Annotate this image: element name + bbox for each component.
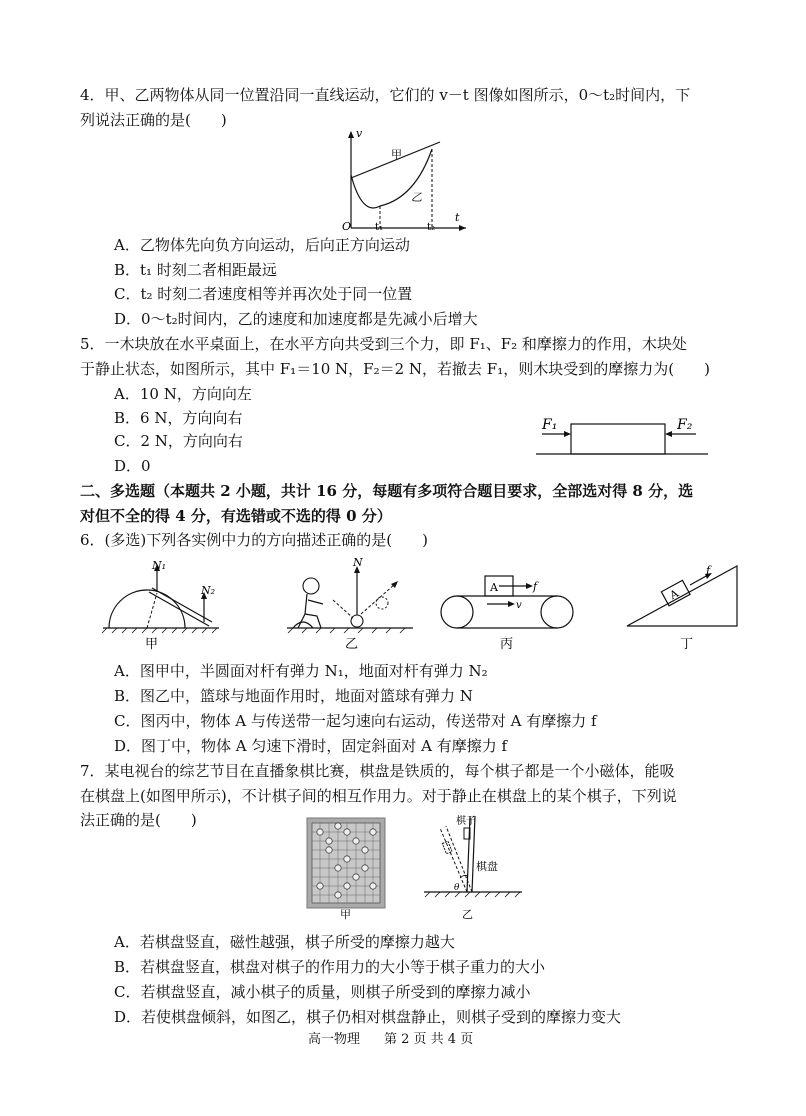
q4-label-jia: 甲: [391, 148, 402, 161]
footer-page-number: 第 2 页 共 4 页: [384, 1032, 474, 1047]
q7-caption-jia: 甲: [340, 908, 351, 921]
q5-label-f2: F₂: [677, 417, 693, 433]
q6-figures: [95, 556, 755, 658]
q7-label-qipan: 棋盘: [476, 860, 498, 873]
q6-figure-yi: [287, 556, 413, 652]
q6-caption-ding: 丁: [680, 637, 694, 652]
q4-axis-v: v: [356, 127, 363, 140]
q5-option-d: D．0: [114, 457, 151, 475]
q6-caption-yi: 乙: [345, 637, 359, 652]
q6-label-n: N: [353, 556, 363, 569]
q6-figure-jia: [102, 559, 219, 652]
section2-heading-line2: 对但不全的得 4 分，有选错或不选的得 0 分）: [80, 507, 392, 525]
q7-option-b: B．若棋盘竖直，棋盘对棋子的作用力的大小等于棋子重力的大小: [114, 958, 546, 976]
q6-option-d: D．图丁中，物体 A 匀速下滑时，固定斜面对 A 有摩擦力 f: [114, 737, 508, 755]
q5-stem-line1: 5．一木块放在水平桌面上，在水平方向共受到三个力，即 F₁、F₂ 和摩擦力的作用，木块处: [80, 335, 687, 353]
q4-stem-line2: 列说法正确的是( ): [80, 111, 227, 129]
q7-figure-jia-chessboard: [307, 818, 385, 921]
q4-vt-graph: [330, 128, 470, 236]
q6-label-a-ding: A: [667, 586, 681, 603]
q7-stem-line3: 法正确的是( ): [80, 811, 197, 829]
q7-caption-yi: 乙: [462, 908, 473, 921]
q5-label-f1: F₁: [542, 417, 558, 433]
q4-stem-line1: 4．甲、乙两物体从同一位置沿同一直线运动，它们的 v－t 图像如图所示，0～t₂时间内，下: [80, 86, 691, 104]
q4-option-d: D．0～t₂时间内，乙的速度和加速度都是先减小后增大: [114, 310, 478, 328]
q6-label-f-ding: f: [706, 564, 711, 577]
q7-option-a: A．若棋盘竖直，磁性越强，棋子所受的摩擦力越大: [114, 933, 455, 951]
q5-option-b: B．6 N，方向向右: [114, 409, 243, 427]
q5-stem-line2: 于静止状态，如图所示，其中 F₁＝10 N，F₂＝2 N，若撤去 F₁，则木块受到的摩擦力为( ): [80, 360, 710, 378]
q7-option-d: D．若使棋盘倾斜，如图乙，棋子仍相对棋盘静止，则棋子受到的摩擦力变大: [114, 1008, 622, 1026]
q5-block-figure: [536, 412, 716, 458]
q5-block: [571, 424, 665, 454]
q6-caption-jia: 甲: [145, 637, 159, 652]
q6-figure-ding: [627, 564, 737, 652]
footer-subject: 高一物理: [308, 1032, 361, 1047]
q7-stem-line2: 在棋盘上(如图甲所示)，不计棋子间的相互作用力。对于静止在棋盘上的某个棋子，下列说: [80, 787, 677, 805]
q6-label-a-bing: A: [490, 581, 498, 594]
q4-option-a: A．乙物体先向负方向运动，后向正方向运动: [114, 236, 410, 254]
q6-stem: 6．(多选)下列各实例中力的方向描述正确的是( ): [80, 531, 428, 549]
q4-axis-t: t: [455, 211, 460, 224]
q7-label-theta: θ: [454, 883, 460, 893]
q4-label-yi: 乙: [411, 191, 422, 204]
q4-option-c: C．t₂ 时刻二者速度相等并再次处于同一位置: [114, 285, 413, 303]
q6-figure-bing: [441, 576, 573, 652]
q7-figure-yi-tilted-board: [424, 814, 522, 921]
section2-heading-line1: 二、多选题（本题共 2 小题，共计 16 分，每题有多项符合题目要求，全部选对得 8 分，选: [80, 482, 694, 500]
q6-caption-bing: 丙: [500, 637, 514, 652]
q7-option-c: C．若棋盘竖直，减小棋子的质量，则棋子所受到的摩擦力减小: [114, 983, 531, 1001]
q4-origin: O: [342, 220, 352, 233]
q4-option-b: B．t₁ 时刻二者相距最远: [114, 261, 277, 279]
q7-figures: [300, 812, 540, 924]
q6-label-n1: N₁: [152, 559, 167, 572]
q6-option-c: C．图丙中，物体 A 与传送带一起匀速向右运动，传送带对 A 有摩擦力 f: [114, 712, 597, 730]
q6-option-b: B．图乙中，篮球与地面作用时，地面对篮球有弹力 N: [114, 687, 473, 705]
q6-option-a: A．图甲中，半圆面对杆有弹力 N₁，地面对杆有弹力 N₂: [114, 662, 488, 680]
q7-label-qizi: 棋子: [456, 816, 476, 827]
q4-t2: t₂: [427, 222, 436, 233]
q6-label-f-bing: f: [533, 580, 538, 593]
q7-stem-line1: 7．某电视台的综艺节目在直播象棋比赛，棋盘是铁质的，每个棋子都是一个小磁体，能吸: [80, 762, 675, 780]
q6-label-n2: N₂: [201, 584, 216, 597]
q5-option-a: A．10 N，方向向左: [114, 385, 252, 403]
q5-option-c: C．2 N，方向向右: [114, 432, 243, 450]
q4-t1: t₁: [375, 222, 384, 233]
q6-label-v: v: [516, 600, 522, 611]
